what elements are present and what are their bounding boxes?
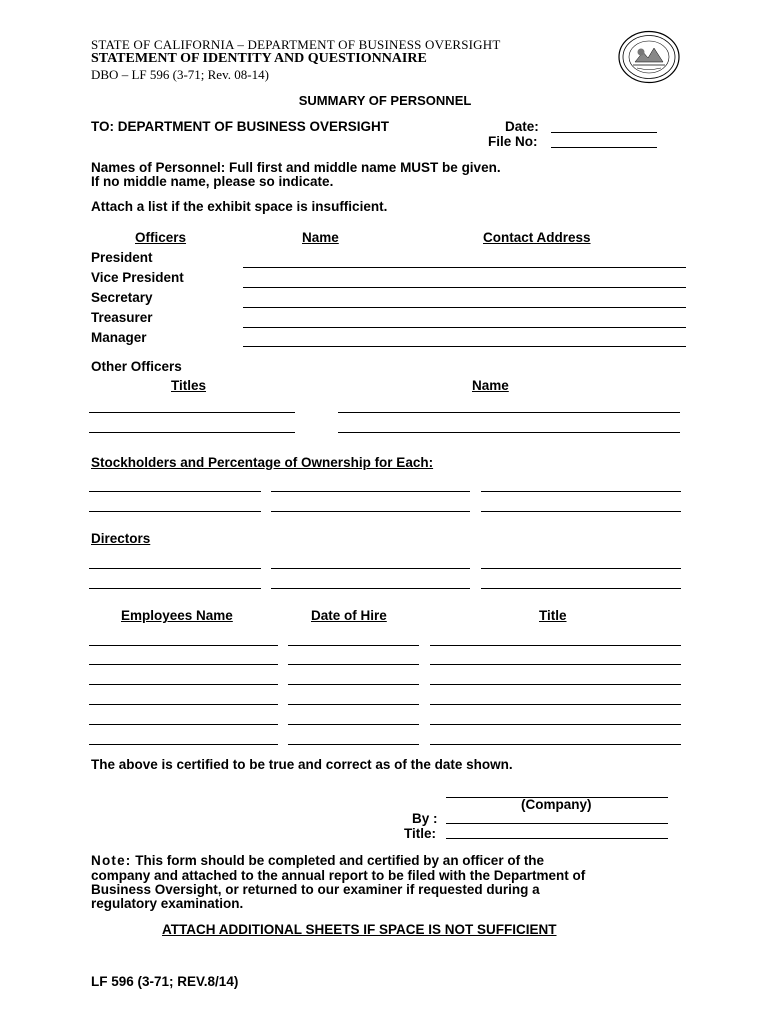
agency-line: STATE OF CALIFORNIA – DEPARTMENT OF BUSINESS OVERSIGHT — [91, 37, 501, 52]
stockholder-line[interactable] — [89, 491, 261, 492]
employee-name-line[interactable] — [89, 664, 278, 665]
certification-statement: The above is certified to be true and correct as of the date shown. — [91, 757, 513, 772]
addressee: TO: DEPARTMENT OF BUSINESS OVERSIGHT — [91, 119, 390, 134]
director-line[interactable] — [89, 588, 261, 589]
footer-form-number: LF 596 (3-71; REV.8/14) — [91, 974, 239, 989]
note-line-3: Business Oversight, or returned to our examiner if requested during a — [91, 882, 540, 897]
employee-title-line[interactable] — [430, 704, 681, 705]
director-line[interactable] — [271, 568, 470, 569]
file-no-label: File No: — [488, 134, 538, 149]
note-line-4: regulatory examination. — [91, 896, 244, 911]
stockholder-line[interactable] — [271, 491, 470, 492]
form-number: DBO – LF 596 (3-71; Rev. 08-14) — [91, 67, 269, 82]
employee-title-line[interactable] — [430, 684, 681, 685]
file-no-field[interactable] — [551, 147, 657, 148]
other-officer-name-line[interactable] — [338, 412, 680, 413]
employee-name-line[interactable] — [89, 684, 278, 685]
officer-row-treasurer: Treasurer — [91, 310, 153, 325]
other-name-header: Name — [472, 378, 509, 393]
officer-row-manager: Manager — [91, 330, 147, 345]
director-line[interactable] — [481, 588, 681, 589]
officer-line-vice-president[interactable] — [243, 287, 686, 288]
employee-title-line[interactable] — [430, 645, 681, 646]
other-officers-label: Other Officers — [91, 359, 182, 374]
employee-title-line[interactable] — [430, 724, 681, 725]
other-officer-title-line[interactable] — [89, 432, 295, 433]
company-label: (Company) — [521, 797, 592, 812]
officer-line-president[interactable] — [243, 267, 686, 268]
instruction-line-2: If no middle name, please so indicate. — [91, 174, 334, 189]
form-title: STATEMENT OF IDENTITY AND QUESTIONNAIRE — [91, 51, 427, 66]
stockholder-line[interactable] — [481, 511, 681, 512]
stockholder-line[interactable] — [89, 511, 261, 512]
other-officer-title-line[interactable] — [89, 412, 295, 413]
other-officer-name-line[interactable] — [338, 432, 680, 433]
by-label: By : — [412, 811, 438, 826]
note-prefix: Note: — [91, 853, 132, 868]
officers-header: Officers — [135, 230, 187, 245]
director-line[interactable] — [481, 568, 681, 569]
note-line-1 — [91, 853, 691, 868]
employee-hire-line[interactable] — [288, 684, 419, 685]
employee-title-line[interactable] — [430, 744, 681, 745]
officer-row-president: President — [91, 250, 153, 265]
director-line[interactable] — [89, 568, 261, 569]
page-title: SUMMARY OF PERSONNEL — [298, 93, 472, 108]
employee-hire-line[interactable] — [288, 724, 419, 725]
stockholders-label: Stockholders and Percentage of Ownership for Each: — [91, 455, 434, 470]
employee-name-line[interactable] — [89, 724, 278, 725]
employee-hire-line[interactable] — [288, 664, 419, 665]
employee-title-line[interactable] — [430, 664, 681, 665]
title-label: Title: — [404, 826, 437, 841]
instruction-line-1: Names of Personnel: Full first and middle name MUST be given. — [91, 160, 501, 175]
note-text-1: This form should be completed and certified by an officer of the — [135, 853, 545, 868]
directors-label: Directors — [91, 531, 151, 546]
director-line[interactable] — [271, 588, 470, 589]
stockholder-line[interactable] — [271, 511, 470, 512]
date-of-hire-header: Date of Hire — [311, 608, 387, 623]
employee-name-line[interactable] — [89, 704, 278, 705]
date-label: Date: — [505, 119, 539, 134]
state-seal-icon — [617, 30, 681, 84]
stockholder-line[interactable] — [481, 491, 681, 492]
date-field[interactable] — [551, 132, 657, 133]
employees-name-header: Employees Name — [121, 608, 233, 623]
employee-hire-line[interactable] — [288, 704, 419, 705]
officer-line-treasurer[interactable] — [243, 327, 686, 328]
officer-line-manager[interactable] — [243, 346, 686, 347]
employee-hire-line[interactable] — [288, 744, 419, 745]
employee-title-header: Title — [539, 608, 567, 623]
instruction-line-3: Attach a list if the exhibit space is insufficient. — [91, 199, 388, 214]
officer-row-secretary: Secretary — [91, 290, 153, 305]
officer-line-secretary[interactable] — [243, 307, 686, 308]
contact-address-header: Contact Address — [483, 230, 591, 245]
attach-notice: ATTACH ADDITIONAL SHEETS IF SPACE IS NOT SUFFICIENT — [162, 922, 557, 937]
employee-name-line[interactable] — [89, 744, 278, 745]
employee-name-line[interactable] — [89, 645, 278, 646]
note-line-2: company and attached to the annual report to be filed with the Department of — [91, 868, 586, 883]
name-header: Name — [302, 230, 339, 245]
signer-title-line[interactable] — [446, 838, 668, 839]
by-signature-line[interactable] — [446, 823, 668, 824]
officer-row-vice-president: Vice President — [91, 270, 184, 285]
titles-header: Titles — [171, 378, 207, 393]
employee-hire-line[interactable] — [288, 645, 419, 646]
